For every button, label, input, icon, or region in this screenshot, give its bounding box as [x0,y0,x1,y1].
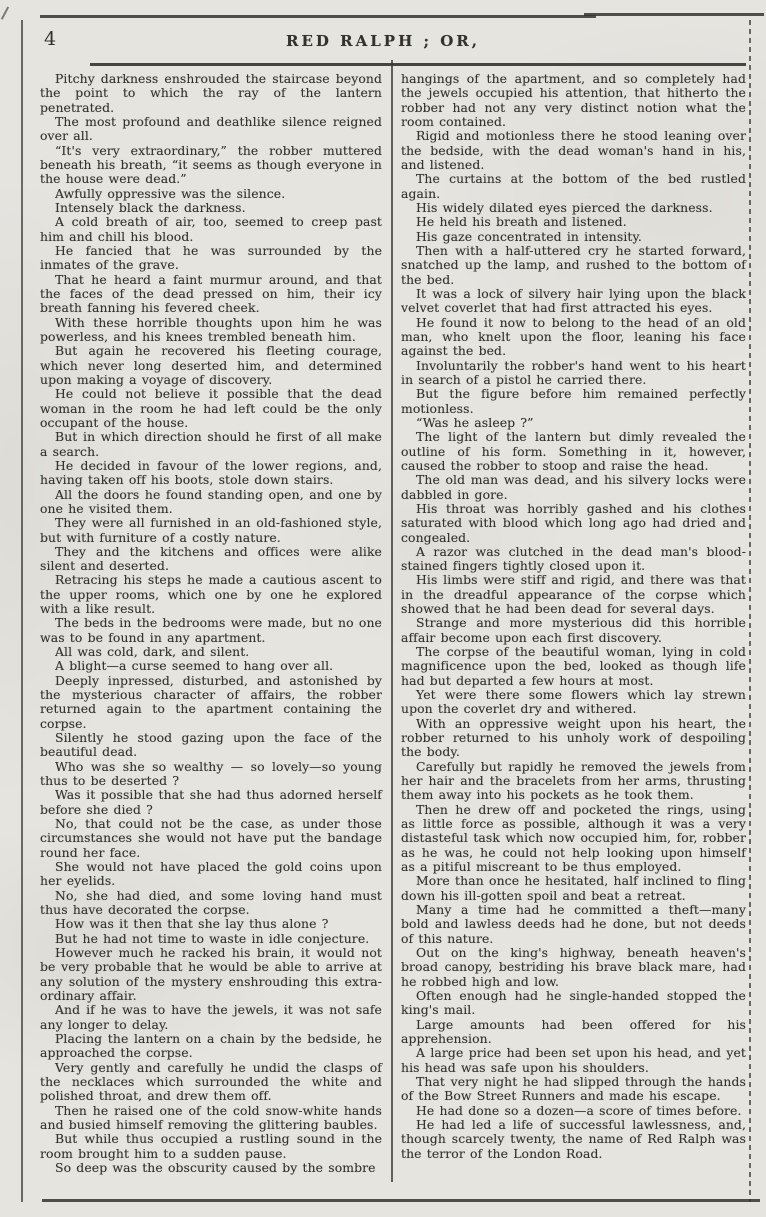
paragraph: His throat was horribly gashed and his clothes saturated with blood which long ago had dried and congealed. [401,500,746,545]
text-column-left [40,72,382,1175]
paragraph: A cold breath of air, too, seemed to creep past him and chill his blood. [40,214,382,244]
paragraph: So deep was the obscurity caused by the sombre [55,1159,376,1175]
bottom-rule [42,1199,760,1202]
page-title: RED RALPH ; OR, [286,32,480,50]
left-page-border [21,20,23,1202]
paragraph: His gaze concentrated in intensity. [416,228,642,244]
paragraph: Retracing his steps he made a cautious ascent to the upper rooms, which one by one he explored with a like result. [40,572,382,617]
paragraph: The most profound and deathlike silence reigned over all. [40,113,382,144]
paragraph: Out on the king's highway, beneath heaven's broad canopy, bestriding his brave black mare, had he robbed high and low. [401,945,746,989]
paragraph: The beds in the bedrooms were made, but no one was to be found in any apartment. [40,615,382,645]
paragraph: But he had not time to waste in idle conjecture. [55,930,370,946]
paragraph: Many a time had he committed a theft—many bold and lawless deeds had he done, but not deeds of this nature. [401,902,746,946]
paragraph: Often enough had he single-handed stopped the king's mail. [401,988,746,1018]
paragraph: Then he raised one of the cold snow-white hands and busied himself removing the glittering baubles. [40,1102,382,1132]
paragraph: All was cold, dark, and silent. [55,644,250,660]
paragraph: Silently he stood gazing upon the face of the beautiful dead. [40,730,382,760]
header-rule [90,63,746,66]
paragraph: Intensely black the darkness. [55,199,246,215]
paragraph: How was it then that she lay thus alone ? [55,916,329,932]
paragraph: Carefully but rapidly he removed the jewels from her hair and the bracelets from her arms, thrusting them away into his pockets as he took them. [401,758,746,803]
paragraph: Rigid and motionless there he stood leaning over the bedside, with the dead woman's hand in his, and listened. [401,128,746,172]
paragraph: They were all furnished in an old-fashioned style, but with furniture of a costly nature. [40,515,382,545]
paragraph: And if he was to have the jewels, it was not safe any longer to delay. [40,1002,382,1032]
paragraph: However much he racked his brain, it would not be very probable that he would be able to arrive at any solution of the mystery enshrouding this extra-ordinary affair. [40,945,382,1003]
paragraph: Very gently and carefully he undid the clasps of the necklaces which surrounded the white and polished throat, and drew them off. [40,1059,382,1104]
paragraph: The old man was dead, and his silvery locks were dabbled in gore. [401,472,746,502]
paragraph: With an oppressive weight upon his heart, the robber returned to his unholy work of despoiling the body. [401,715,746,760]
paragraph: But in which direction should he first of all make a search. [40,429,382,459]
paragraph: That very night he had slipped through the hands of the Bow Street Runners and made his escape. [401,1073,746,1104]
paragraph: He fancied that he was surrounded by the inmates of the grave. [40,242,382,273]
paragraph: The curtains at the bottom of the bed rustled again. [401,171,746,201]
paragraph: No, that could not be the case, as under those circumstances she would not have put the bandage round her face. [40,816,382,860]
paragraph: His widely dilated eyes pierced the darkness. [416,199,713,215]
page-number: 4 [44,28,58,50]
paragraph: His limbs were stiff and rigid, and there was that in the dreadful appearance of the corpse which showed that he had been dead for several days. [401,572,746,617]
paragraph: They and the kitchens and offices were alike silent and deserted. [40,543,382,574]
paragraph: With these horrible thoughts upon him he was powerless, and his knees trembled beneath him. [40,314,382,344]
paragraph: Who was she so wealthy — so lovely—so young thus to be deserted ? [40,758,382,789]
paragraph: Placing the lantern on a chain by the bedside, he approached the corpse. [40,1030,382,1061]
paragraph: He could not believe it possible that the dead woman in the room he had left could be the only occupant of the house. [40,386,382,430]
right-page-border [749,20,751,1202]
paragraph: No, she had died, and some loving hand must thus have decorated the corpse. [40,887,382,918]
paragraph: But the figure before him remained perfectly motionless. [401,386,746,416]
paragraph: “Was he asleep ?” [416,414,534,430]
paragraph: But again he recovered his fleeting courage, which never long deserted him, and determined upon making a voyage of discovery. [40,343,382,387]
paragraph: He held his breath and listened. [416,214,627,230]
paragraph: More than once he hesitated, half inclined to fling down his ill-gotten spoil and beat a retreat. [401,873,746,903]
paragraph: All the doors he found standing open, and one by one he visited them. [40,486,382,516]
paragraph: Was it possible that she had thus adorned herself before she died ? [40,787,382,817]
top-rule-right [584,13,764,16]
paragraph: Awfully oppressive was the silence. [55,185,286,201]
paragraph: hangings of the apartment, and so completely had the jewels occupied his attention, that hitherto the robber had not any very distinct notion what the room contained. [401,71,746,129]
paragraph: The corpse of the beautiful woman, lying in cold magnificence upon the bed, looked as though life had but departed a few hours at most. [401,644,746,688]
paragraph: The light of the lantern but dimly revealed the outline of his form. Something in it, however, caused the robber to stoop and raise the head. [401,429,746,473]
paragraph: A razor was clutched in the dead man's blood-stained fingers tightly closed upon it. [401,543,746,574]
paragraph: Then he drew off and pocketed the rings, using as little force as possible, although it was a very distasteful task which now occupied him, for, robber as he was, he could not help looking upon himself as a pitiful miscreant to be thus employed. [401,801,746,875]
corner-mark [1,6,9,19]
paragraph: He decided in favour of the lower regions, and, having taken off his boots, stole down stairs. [40,457,382,488]
paragraph: But while thus occupied a rustling sound in the room brought him to a sudden pause. [40,1131,382,1161]
paragraph: A large price had been set upon his head, and yet his head was safe upon his shoulders. [401,1045,746,1075]
paragraph: He found it now to belong to the head of an old man, who knelt upon the floor, leaning his face against the bed. [401,314,746,359]
text-column-right [401,72,746,1161]
paragraph: Yet were there some flowers which lay strewn upon the coverlet dry and withered. [401,687,746,717]
top-rule-left [40,15,596,18]
paragraph: He had led a life of successful lawlessness, and, though scarcely twenty, the name of Red Ralph was the terror of the London Road. [401,1116,746,1161]
paragraph: He had done so a dozen—a score of times before. [416,1102,742,1118]
paragraph: Large amounts had been offered for his apprehension. [401,1016,746,1046]
paragraph: A blight—a curse seemed to hang over all. [55,658,334,674]
paragraph: She would not have placed the gold coins upon her eyelids. [40,859,382,889]
paragraph: Then with a half-uttered cry he started forward, snatched up the lamp, and rushed to the bottom of the bed. [401,242,746,287]
paragraph: “It's very extraordinary,” the robber muttered beneath his breath, “it seems as though everyone in the house were dead.” [40,142,383,187]
paragraph: Involuntarily the robber's hand went to his heart in search of a pistol he carried there. [401,357,746,387]
column-divider [391,60,393,1182]
paragraph: Strange and more mysterious did this horrible affair become upon each first discovery. [401,615,746,645]
paragraph: Pitchy darkness enshrouded the staircase beyond the point to which the ray of the lantern penetrated. [40,71,382,115]
paragraph: Deeply inpressed, disturbed, and astonished by the mysterious character of affairs, the robber returned again to the apartment containing the corpse. [40,672,382,731]
paragraph: That he heard a faint murmur around, and that the faces of the dead pressed on him, their icy breath fanning his fevered cheek. [40,271,382,316]
paragraph: It was a lock of silvery hair lying upon the black velvet coverlet that had first attracted his eyes. [401,285,746,316]
